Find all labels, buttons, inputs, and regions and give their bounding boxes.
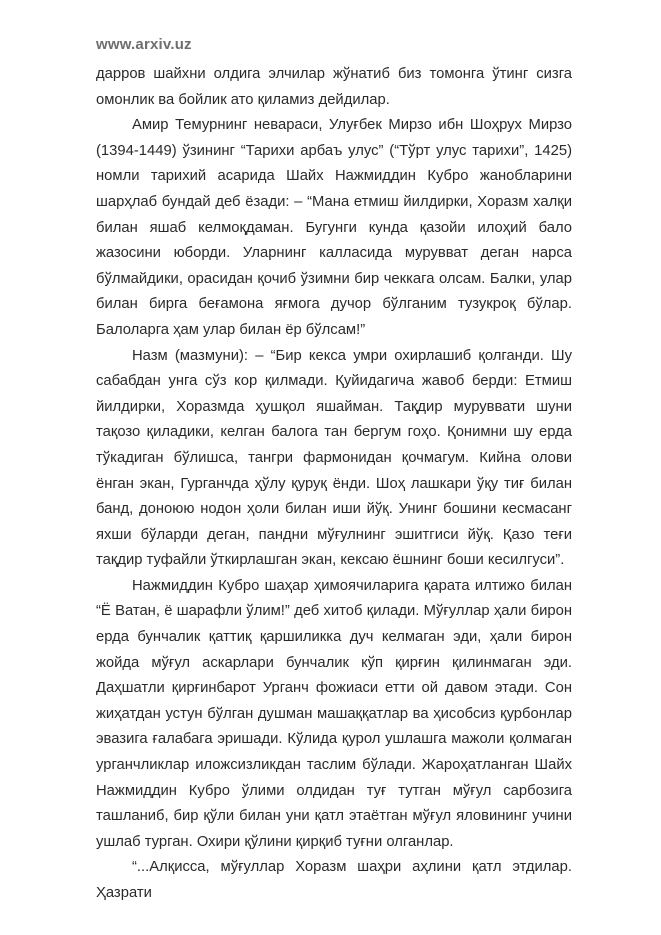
- paragraph-nazm: Назм (мазмуни): – “Бир кекса умри охирлашиб қолганди. Шу сабабдан унга сўз кор қилмади. Қуйидагича жавоб берди: Етмиш йилдирки, Хоразмда ҳушқол яшайман. Тақдир муруввати шуни тақозо қиладики, келган балога тан бергум гоҳо. Қонимни шу ерда тўкадиган бўлишса, тангри фармонидан қочмагум. Кийна олови ёнган экан, Гурганчда ҳўлу қуруқ ёнди. Шоҳ лашкари ўқу тиғ билан банд, доноюю нодон ҳоли билан иши йўқ. Унинг бошини кесмасанг яхши бўларди деган, пандни мўғулнинг эшитгиси йўқ. Қазо теғи тақдир туфайли ўткирлашган экан, кексаю ёшнинг боши кесилгуси”.: [96, 347, 572, 569]
- site-watermark: www.arxiv.uz: [96, 36, 192, 53]
- paragraph-alqissa: “...Алқисса, мўғуллар Хоразм шаҳри аҳлини қатл этдилар. Ҳазрати: [96, 859, 572, 901]
- paragraph-continuation: дарров шайхни олдига элчилар жўнатиб биз томонга ўтинг сизга омонлик ва бойлик ато қиламиз дейдилар.: [96, 66, 572, 108]
- body-text: [96, 62, 572, 907]
- paragraph-najmiddin: Нажмиддин Кубро шаҳар ҳимоячиларига қарата илтижо билан “Ё Ватан, ё шарафли ўлим!” деб хитоб қилади. Мўғуллар ҳали бирон ерда бунчалик қаттиқ қаршиликка дуч келмаган эди, ҳали бирон жойда мўғул аскарлари бунчалик кўп қирғин қилинмаган эди. Даҳшатли қирғинбарот Урганч фожиаси етти ой давом этади. Сон жиҳатдан устун бўлган душман машаққатлар ва ҳисобсиз қурбонлар эвазига ғалабага эришади. Кўлида қурол ушлашга мажоли қолмаган урганчликлар иложсизликдан таслим бўлади. Жароҳатланган Шайх Нажмиддин Кубро ўлими олдидан туғ тутган мўғул сарбозига ташланиб, бир қўли билан уни қатл этаётган мўғул яловининг учини ушлаб турган. Охири қўлини қирқиб туғни олганлар.: [96, 577, 572, 850]
- paragraph-ulugbek: Амир Темурнинг невараси, Улуғбек Мирзо ибн Шоҳрух Мирзо (1394-1449) ўзининг “Тарихи арбаъ улус” (“Тўрт улус тарихи”, 1425) номли тарихий асарида Шайх Нажмиддин Кубро жанобларини шарҳлаб бундай деб ёзади: – “Мана етмиш йилдирки, Хоразм халқи билан яшаб келмоқдаман. Бугунги кунда қазойи илоҳий бало жазосини юборди. Уларнинг калласида мурувват деган нарса бўлмайдики, орасидан қочиб ўзимни бир чеккага олсам. Балки, улар билан бирга беғамона яғмога дучор бўлганим тузукроқ бўлар. Балоларга ҳам улар билан ёр бўлсам!”: [96, 117, 572, 338]
